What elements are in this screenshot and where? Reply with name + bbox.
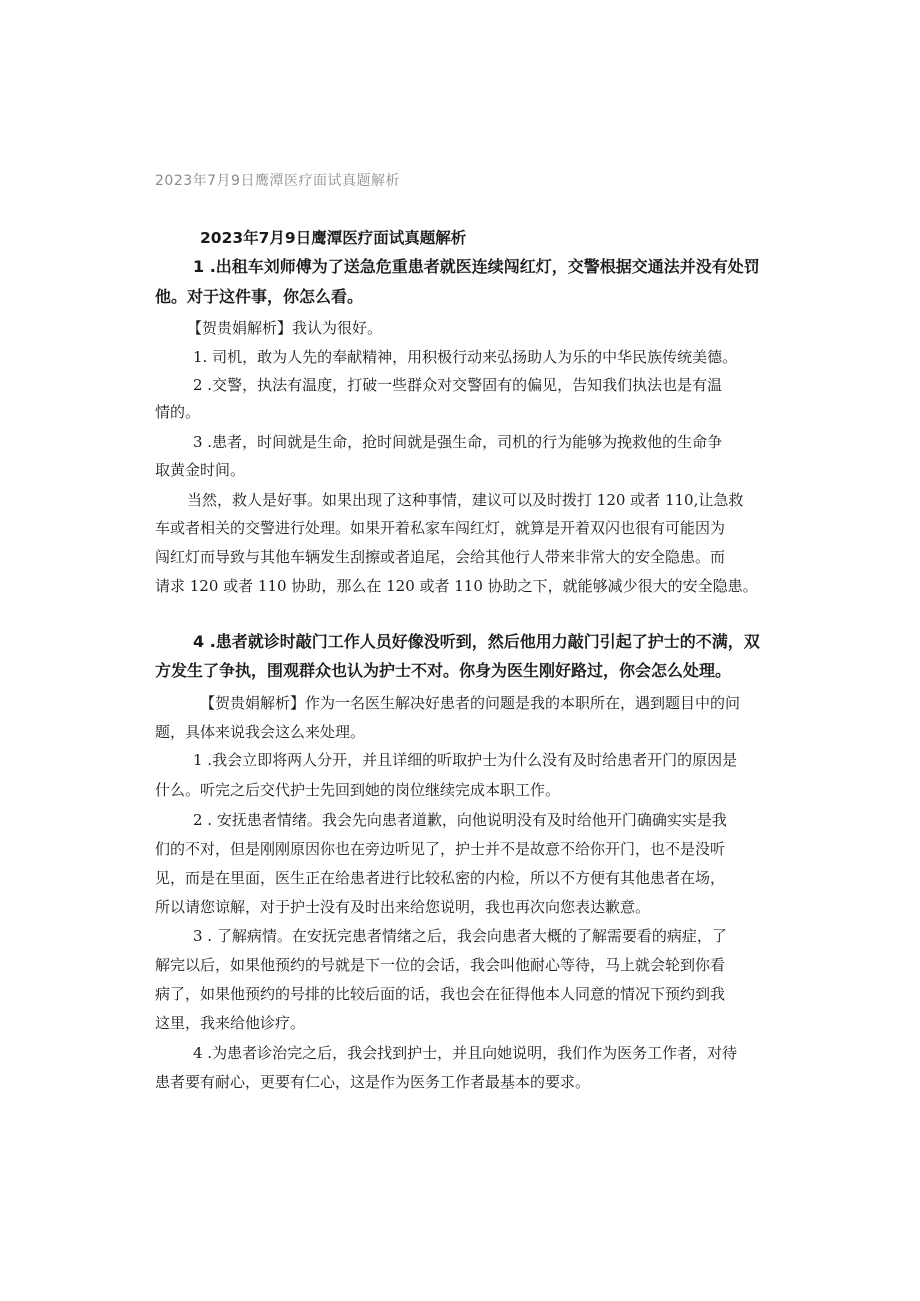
answer-4-point-2-line-4: 所以请您谅解，对于护士没有及时出来给您说明，我也再次向您表达歉意。: [155, 898, 651, 916]
question-4-line-1: 4 .患者就诊时敲门工作人员好像没听到，然后他用力敲门引起了护士的不满，双: [193, 632, 760, 651]
answer-1-summary-line-4: 请求 120 或者 110 协助，那么在 120 或者 110 协助之下，就能够减少很大的安全隐患。: [155, 577, 758, 595]
answer-4-point-2-line-3: 见，而是在里面，医生正在给患者进行比较私密的内检，所以不方便有其他患者在场，: [155, 869, 726, 887]
running-header: 2023年7月9日鹰潭医疗面试真题解析: [155, 173, 400, 189]
answer-4-point-4-line-2: 患者要有耐心，更要有仁心，这是作为医务工作者最基本的要求。: [155, 1073, 591, 1091]
question-1-line-2: 他。对于这件事，你怎么看。: [155, 287, 364, 306]
answer-4-point-3-line-2: 解完以后，如果他预约的号就是下一位的会话，我会叫他耐心等待，马上就会轮到你看: [155, 956, 726, 974]
analysis-4-intro-line-2: 题，具体来说我会这么来处理。: [155, 723, 366, 741]
answer-4-point-3-line-1: 3 . 了解病情。在安抚完患者情绪之后，我会向患者大概的了解需要看的病症，了: [193, 927, 727, 945]
question-4-line-2: 方发生了争执，围观群众也认为护士不对。你身为医生刚好路过，你会怎么处理。: [155, 661, 732, 680]
answer-1-point-3-line-1: 3 .患者，时间就是生命，抢时间就是强生命，司机的行为能够为挽救他的生命争: [193, 433, 723, 451]
document-title: 2023年7月9日鹰潭医疗面试真题解析: [200, 229, 467, 247]
answer-4-point-2-line-2: 们的不对，但是刚刚原因你也在旁边听见了，护士并不是故意不给你开门，也不是没听: [155, 840, 726, 858]
answer-1-summary-line-2: 车或者相关的交警进行处理。如果开着私家车闯红灯，就算是开着双闪也很有可能因为: [155, 519, 726, 537]
answer-4-point-3-line-3: 病了，如果他预约的号排的比较后面的话，我也会在征得他本人同意的情况下预约到我: [155, 985, 726, 1003]
answer-4-point-1-line-1: 1 .我会立即将两人分开，并且详细的听取护士为什么没有及时给患者开门的原因是: [193, 751, 738, 769]
answer-1-summary-line-3: 闯红灯而导致与其他车辆发生刮擦或者追尾，会给其他行人带来非常大的安全隐患。而: [155, 548, 726, 566]
question-1-line-1: 1 .出租车刘师傅为了送急危重患者就医连续闯红灯，交警根据交通法并没有处罚: [193, 257, 760, 276]
answer-1-point-2-line-2: 情的。: [155, 403, 201, 421]
answer-1-summary-line-1: 当然，救人是好事。如果出现了这种事情，建议可以及时拨打 120 或者 110,让急救: [187, 491, 744, 509]
answer-1-point-1: 1. 司机，敢为人先的奉献精神，用积极行动来弘扬助人为乐的中华民族传统美德。: [193, 348, 738, 366]
answer-4-point-1-line-2: 什么。听完之后交代护士先回到她的岗位继续完成本职工作。: [155, 781, 561, 799]
answer-4-point-4-line-1: 4 .为患者诊治完之后，我会找到护士，并且向她说明，我们作为医务工作者，对待: [193, 1044, 738, 1062]
analysis-1-intro: 【贺贵娟解析】我认为很好。: [187, 319, 383, 337]
answer-1-point-2-line-1: 2 .交警，执法有温度，打破一些群众对交警固有的偏见，告知我们执法也是有温: [193, 376, 723, 394]
answer-4-point-3-line-4: 这里，我来给他诊疗。: [155, 1014, 306, 1032]
answer-4-point-2-line-1: 2 . 安抚患者情绪。我会先向患者道歉，向他说明没有及时给他开门确确实实是我: [193, 811, 727, 829]
analysis-4-intro-line-1: 【贺贵娟解析】作为一名医生解决好患者的问题是我的本职所在，遇到题目中的问: [200, 694, 741, 712]
answer-1-point-3-line-2: 取黄金时间。: [155, 461, 246, 479]
